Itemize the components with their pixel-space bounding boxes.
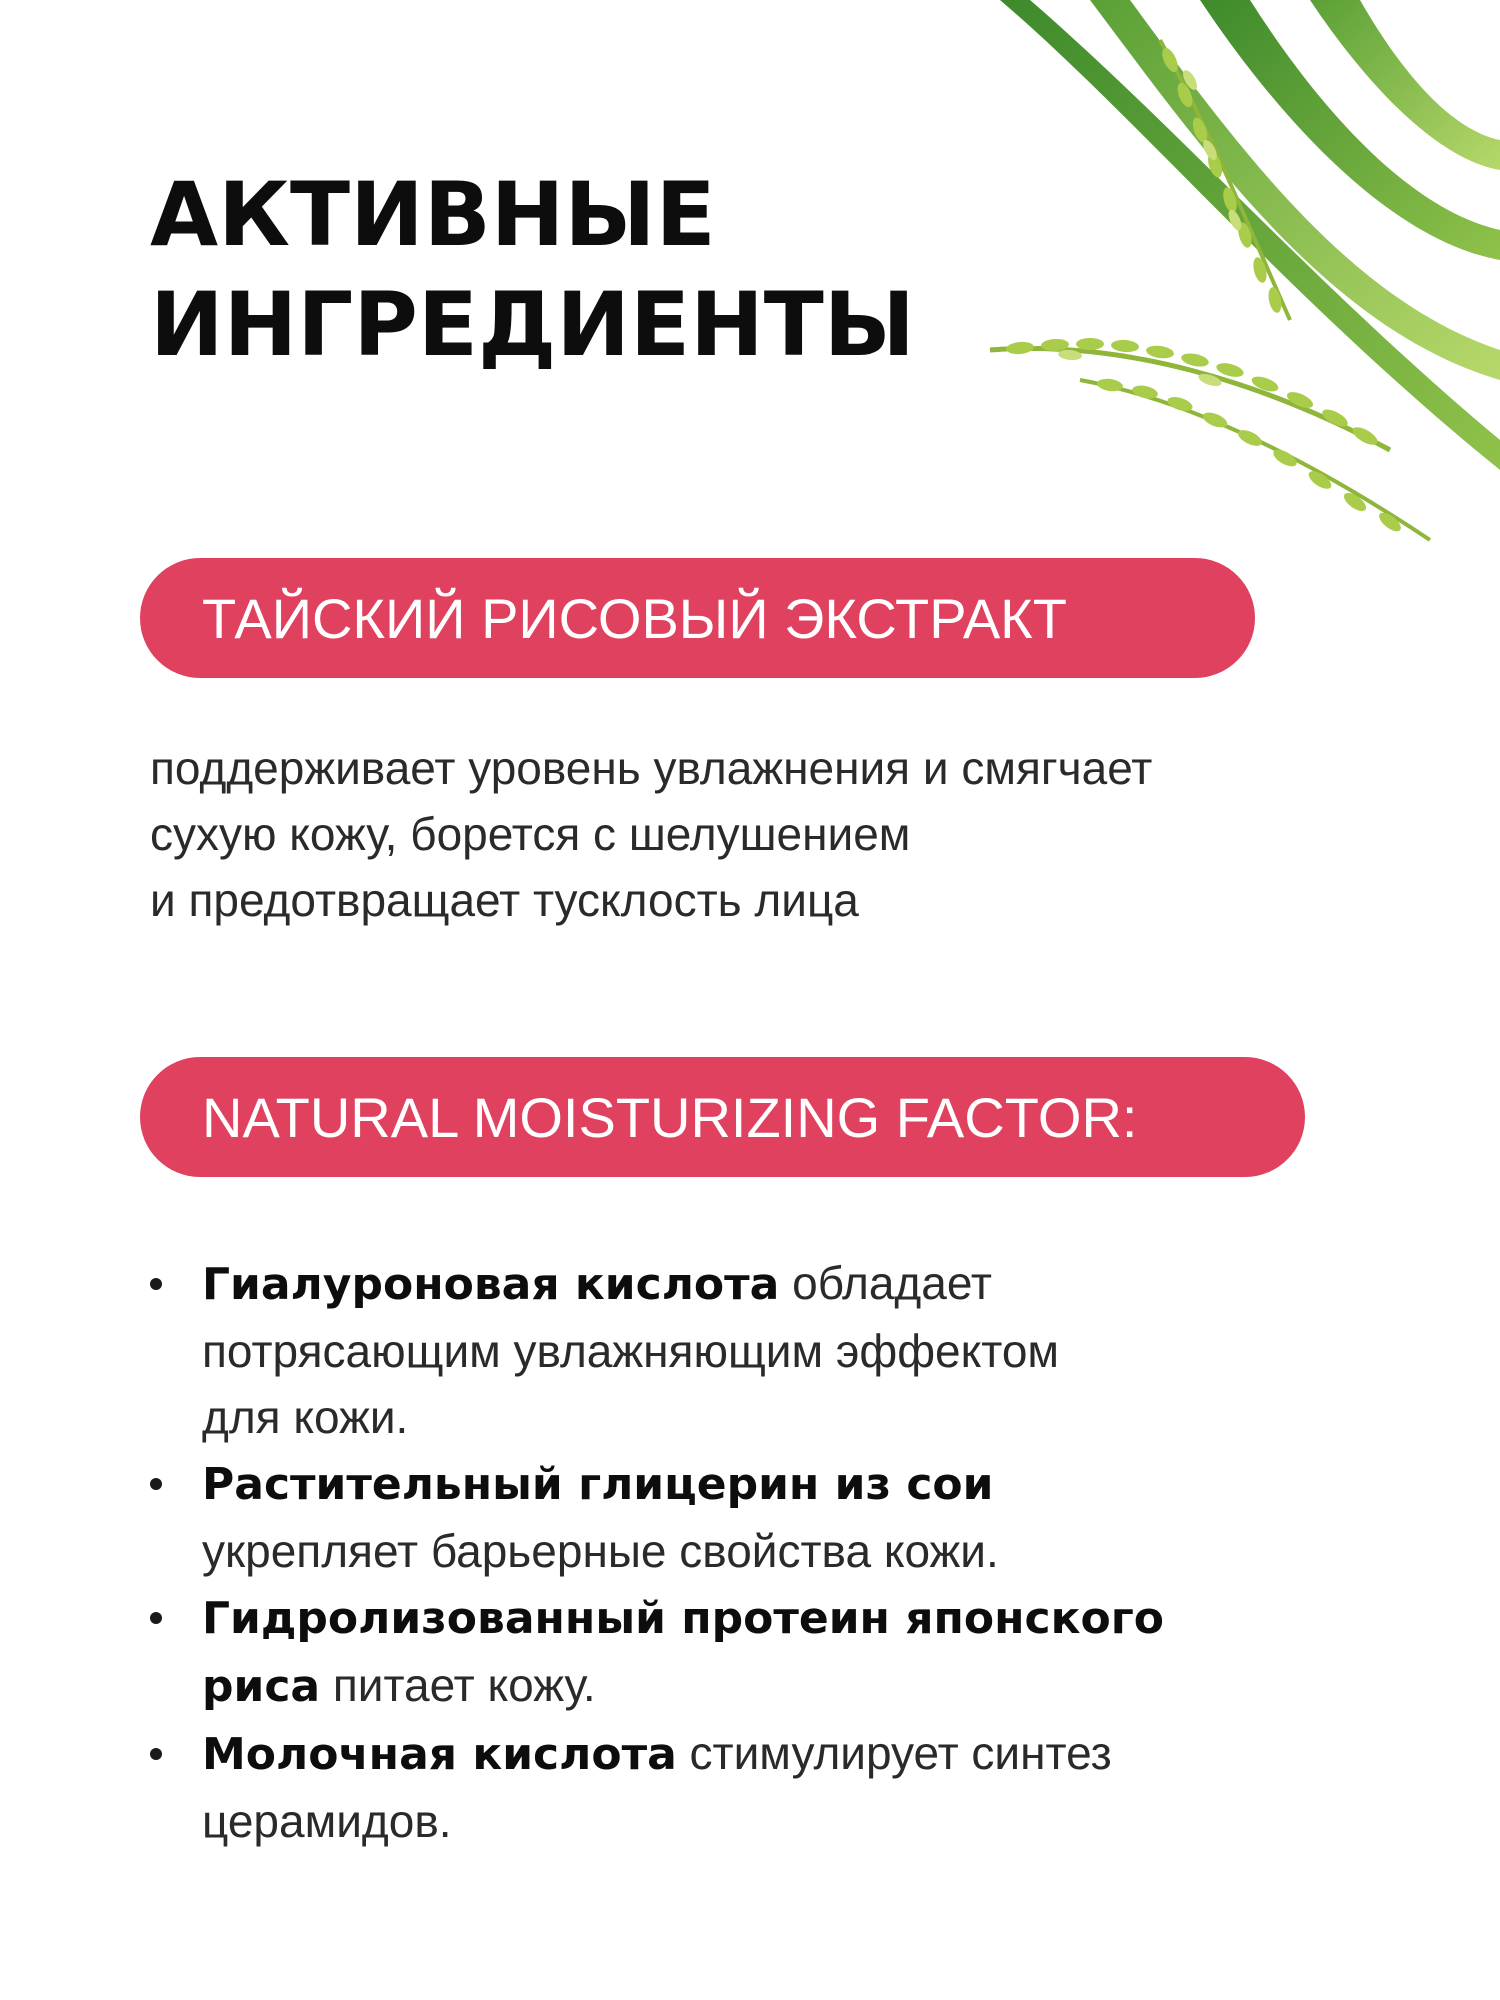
list-item-line: для кожи. — [202, 1391, 409, 1443]
description-line: поддерживает уровень увлажнения и смягчает — [150, 742, 1153, 794]
list-item — [150, 1584, 1380, 1720]
ingredient-pill-nmf — [140, 1057, 1305, 1177]
pill-label: ТАЙСКИЙ РИСОВЫЙ ЭКСТРАКТ — [202, 586, 1067, 650]
list-item-line — [202, 1584, 1380, 1652]
title-line-1: АКТИВНЫЕ — [150, 163, 716, 266]
list-item — [150, 1450, 1380, 1584]
list-item — [150, 1720, 1380, 1854]
list-item-line: церамидов. — [202, 1795, 452, 1847]
list-item-line: укрепляет барьерные свойства кожи. — [202, 1525, 999, 1577]
list-item-line — [202, 1250, 1380, 1318]
list-item-line — [202, 1720, 1380, 1788]
ingredient-text: питает кожу. — [320, 1659, 596, 1711]
ingredient-name: Гиалуроновая кислота — [202, 1259, 780, 1310]
title-line-2: ИНГРЕДИЕНТЫ — [150, 273, 915, 376]
ingredient-pill-rice-extract — [140, 558, 1255, 678]
pill-label: NATURAL MOISTURIZING FACTOR: — [202, 1085, 1138, 1149]
description-line: и предотвращает тусклость лица — [150, 874, 859, 926]
ingredient-name: Растительный глицерин из сои — [202, 1459, 994, 1510]
list-item-line: потрясающим увлажняющим эффектом — [202, 1325, 1060, 1377]
bullet-icon — [150, 1478, 162, 1490]
rice-plant-icon — [960, 0, 1500, 580]
page-title — [150, 160, 915, 380]
ingredient-name-cont: риса — [202, 1661, 321, 1712]
bullet-icon — [150, 1748, 162, 1760]
list-item-line — [202, 1652, 1380, 1720]
ingredient-text: стимулирует синтез — [676, 1727, 1112, 1779]
rice-extract-description — [150, 735, 1400, 933]
ingredient-name: Гидролизованный протеин японского — [202, 1593, 1164, 1644]
ingredient-name: Молочная кислота — [202, 1729, 677, 1780]
ingredients-list — [150, 1250, 1380, 1854]
list-item-line — [202, 1450, 1380, 1518]
description-line: сухую кожу, борется с шелушением — [150, 808, 911, 860]
ingredient-text: обладает — [779, 1257, 992, 1309]
list-item — [150, 1250, 1380, 1450]
bullet-icon — [150, 1278, 162, 1290]
bullet-icon — [150, 1612, 162, 1624]
